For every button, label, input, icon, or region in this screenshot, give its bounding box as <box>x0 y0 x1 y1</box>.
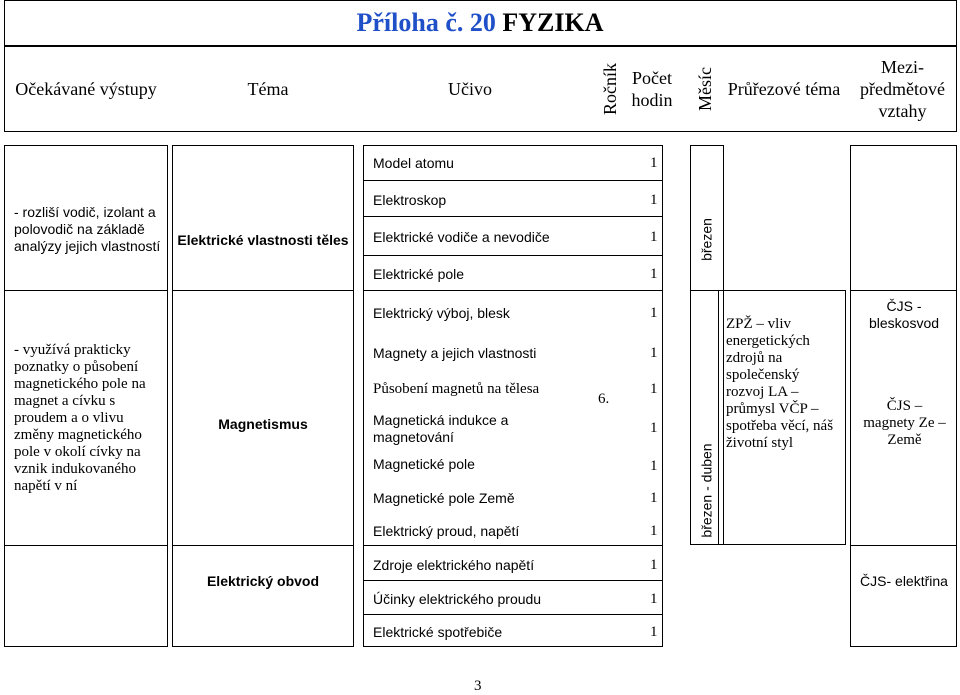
hours-value: 1 <box>650 229 658 245</box>
header-inter-line3: vztahy <box>878 101 927 121</box>
divider <box>172 290 354 291</box>
header-grade: Ročník <box>600 63 620 115</box>
section2-outputs: - využívá prakticky poznatky o působení magnetického pole na magnet a cívku s proudem a o vlivu změny magnetického pole v okolí cívky na vznik indukovaného napětí v ní <box>14 342 146 494</box>
section2-month: březen - duben <box>698 443 715 538</box>
curriculum-item: Model atomu <box>373 155 454 171</box>
divider <box>363 614 663 615</box>
curriculum-item: Elektrické pole <box>373 266 465 282</box>
hours-value: 1 <box>650 155 658 171</box>
curriculum-item: Účinky elektrického proudu <box>373 591 542 607</box>
section3-topic: Elektrický obvod <box>206 573 320 589</box>
divider <box>363 216 663 217</box>
section2-inter2: ČJS – magnety Ze – Země <box>863 398 946 448</box>
page-number: 3 <box>474 678 482 694</box>
divider <box>363 180 663 181</box>
title-label: Příloha č. 20 <box>356 8 496 37</box>
curriculum-item: Elektrický proud, napětí <box>373 523 520 539</box>
header-inter-line1: Mezi- <box>881 57 924 77</box>
header-curriculum: Učivo <box>448 79 492 99</box>
divider <box>363 255 663 256</box>
divider <box>4 290 168 291</box>
curriculum-item: Magnetická indukce a magnetování <box>373 412 509 445</box>
hours-value: 1 <box>650 192 658 208</box>
curriculum-item: Magnety a jejich vlastnosti <box>373 345 537 361</box>
divider <box>4 545 168 546</box>
section1-month: březen <box>698 218 715 261</box>
header-hours <box>622 67 682 111</box>
curriculum-item: Elektrické vodiče a nevodiče <box>373 229 550 245</box>
section2-cross: ZPŽ – vliv energetických zdrojů na společenský rozvoj LA – průmysl VČP – spotřeba věcí, náš životní styl <box>726 316 834 451</box>
title-subject: FYZIKA <box>502 8 604 37</box>
col-topic-frame <box>172 145 354 647</box>
section2-topic: Magnetismus <box>218 416 308 432</box>
header-hours-line2: hodin <box>631 90 673 110</box>
curriculum-item: Elektrické spotřebiče <box>373 624 503 640</box>
curriculum-item: Zdroje elektrického napětí <box>373 557 535 573</box>
section2-grade: 6. <box>598 391 610 407</box>
curriculum-item: Magnetické pole <box>373 456 475 472</box>
hours-value: 1 <box>650 458 658 474</box>
hours-value: 1 <box>650 523 658 539</box>
header-inter <box>850 56 955 122</box>
hours-value: 1 <box>650 490 658 506</box>
curriculum-item: Elektrický výboj, blesk <box>373 305 510 321</box>
header-outputs: Očekávané výstupy <box>15 79 157 99</box>
section1-topic: Elektrické vlastnosti těles <box>177 232 349 248</box>
section3-inter: ČJS- elektřina <box>860 573 948 589</box>
hours-value: 1 <box>650 624 658 640</box>
curriculum-item: Působení magnetů na tělesa <box>373 381 540 397</box>
hours-value: 1 <box>650 266 658 282</box>
section2-inter1: ČJS - bleskosvod <box>868 298 940 331</box>
col-inter-frame <box>850 145 957 647</box>
hours-value: 1 <box>650 305 658 321</box>
hours-value: 1 <box>650 591 658 607</box>
hours-value: 1 <box>650 345 658 361</box>
section1-outputs: - rozliší vodič, izolant a polovodič na základě analýzy jejich vlastností <box>14 204 161 254</box>
header-topic: Téma <box>247 79 289 99</box>
divider <box>363 545 663 546</box>
divider <box>363 580 663 581</box>
curriculum-item: Magnetické pole Země <box>373 490 515 506</box>
hours-value: 1 <box>650 381 658 397</box>
header-inter-line2: předmětové <box>860 79 945 99</box>
hours-value: 1 <box>650 557 658 573</box>
page-title <box>0 8 960 38</box>
divider <box>850 290 957 291</box>
hours-value: 1 <box>650 420 658 436</box>
curriculum-item: Elektroskop <box>373 192 447 208</box>
header-month: Měsíc <box>695 67 715 111</box>
header-cross: Průřezové téma <box>727 79 841 99</box>
divider <box>850 545 957 546</box>
header-hours-line1: Počet <box>632 68 672 88</box>
divider <box>172 545 354 546</box>
divider <box>363 290 663 291</box>
